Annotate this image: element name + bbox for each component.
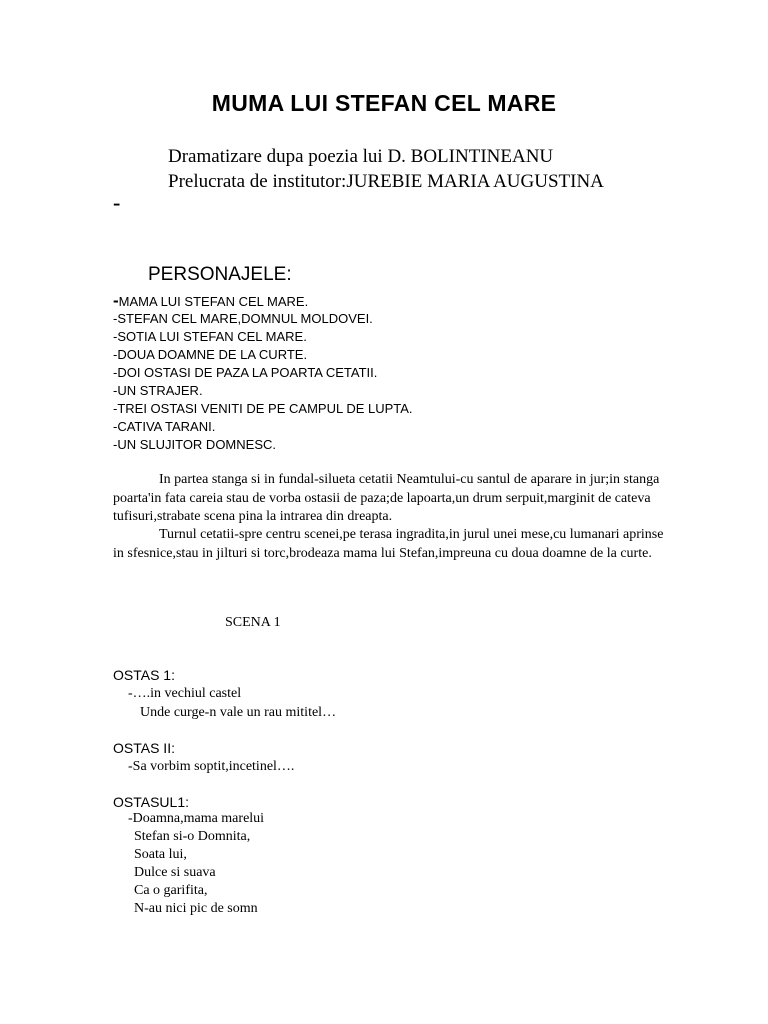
character-item: -UN STRAJER. — [113, 383, 203, 398]
characters-heading: PERSONAJELE: — [148, 264, 292, 285]
stage-direction-paragraph: In partea stanga si in fundal-silueta cetatii Neamtului-cu santul de aparare in jur;in stanga poarta'in fata careia stau de vorba ostasii de paza;de lapoarta,un drum serpuit,marginit de cateva tufisuri,strabate scena pina la intrarea din dreapta. — [113, 472, 660, 524]
character-name: MAMA LUI STEFAN CEL MARE. — [118, 294, 309, 309]
speaker-name: OSTAS II: — [113, 740, 175, 756]
character-item: -CATIVA TARANI. — [113, 419, 216, 434]
subtitle-author: Prelucrata de institutor:JUREBIE MARIA AUGUSTINA — [168, 171, 604, 192]
speaker-name: OSTASUL1: — [113, 794, 189, 810]
character-first-dash: - — [113, 291, 119, 310]
dialogue-line: -Doamna,mama marelui — [128, 811, 265, 826]
dialogue-line: -Sa vorbim soptit,incetinel…. — [128, 759, 295, 774]
document-title: MUMA LUI STEFAN CEL MARE — [211, 90, 557, 116]
scene-label: SCENA 1 — [225, 615, 281, 630]
characters-list — [113, 292, 413, 454]
separator-dash: - — [113, 190, 121, 215]
dialogue-line: N-au nici pic de somn — [134, 901, 258, 916]
dialogue-line: -….in vechiul castel — [128, 686, 242, 701]
dialogue-line: Ca o garifita, — [134, 883, 208, 898]
dialogue-line: Dulce si suava — [134, 865, 216, 880]
stage-direction-paragraph: Turnul cetatii-spre centru scenei,pe terasa ingradita,in jurul unei mese,cu lumanari aprinse in sfesnice,stau in jilturi si torc,brodeaza mama lui Stefan,impreuna cu doua doamne de la curte. — [113, 527, 664, 561]
character-item: -DOI OSTASI DE PAZA LA POARTA CETATII. — [113, 365, 378, 380]
dialogue-line: Unde curge-n vale un rau mititel… — [140, 705, 337, 720]
character-item: -TREI OSTASI VENITI DE PE CAMPUL DE LUPTA. — [113, 401, 413, 416]
dialogue-line: Stefan si-o Domnita, — [134, 829, 251, 844]
dialogue-line: Soata lui, — [134, 847, 187, 862]
character-item: -SOTIA LUI STEFAN CEL MARE. — [113, 329, 307, 344]
character-item: -DOUA DOAMNE DE LA CURTE. — [113, 347, 308, 362]
character-item — [113, 292, 413, 310]
speaker-name: OSTAS 1: — [113, 667, 175, 683]
character-item: -UN SLUJITOR DOMNESC. — [113, 437, 276, 452]
character-item: -STEFAN CEL MARE,DOMNUL MOLDOVEI. — [113, 311, 373, 326]
subtitle-dramatization: Dramatizare dupa poezia lui D. BOLINTINEANU — [168, 146, 554, 167]
